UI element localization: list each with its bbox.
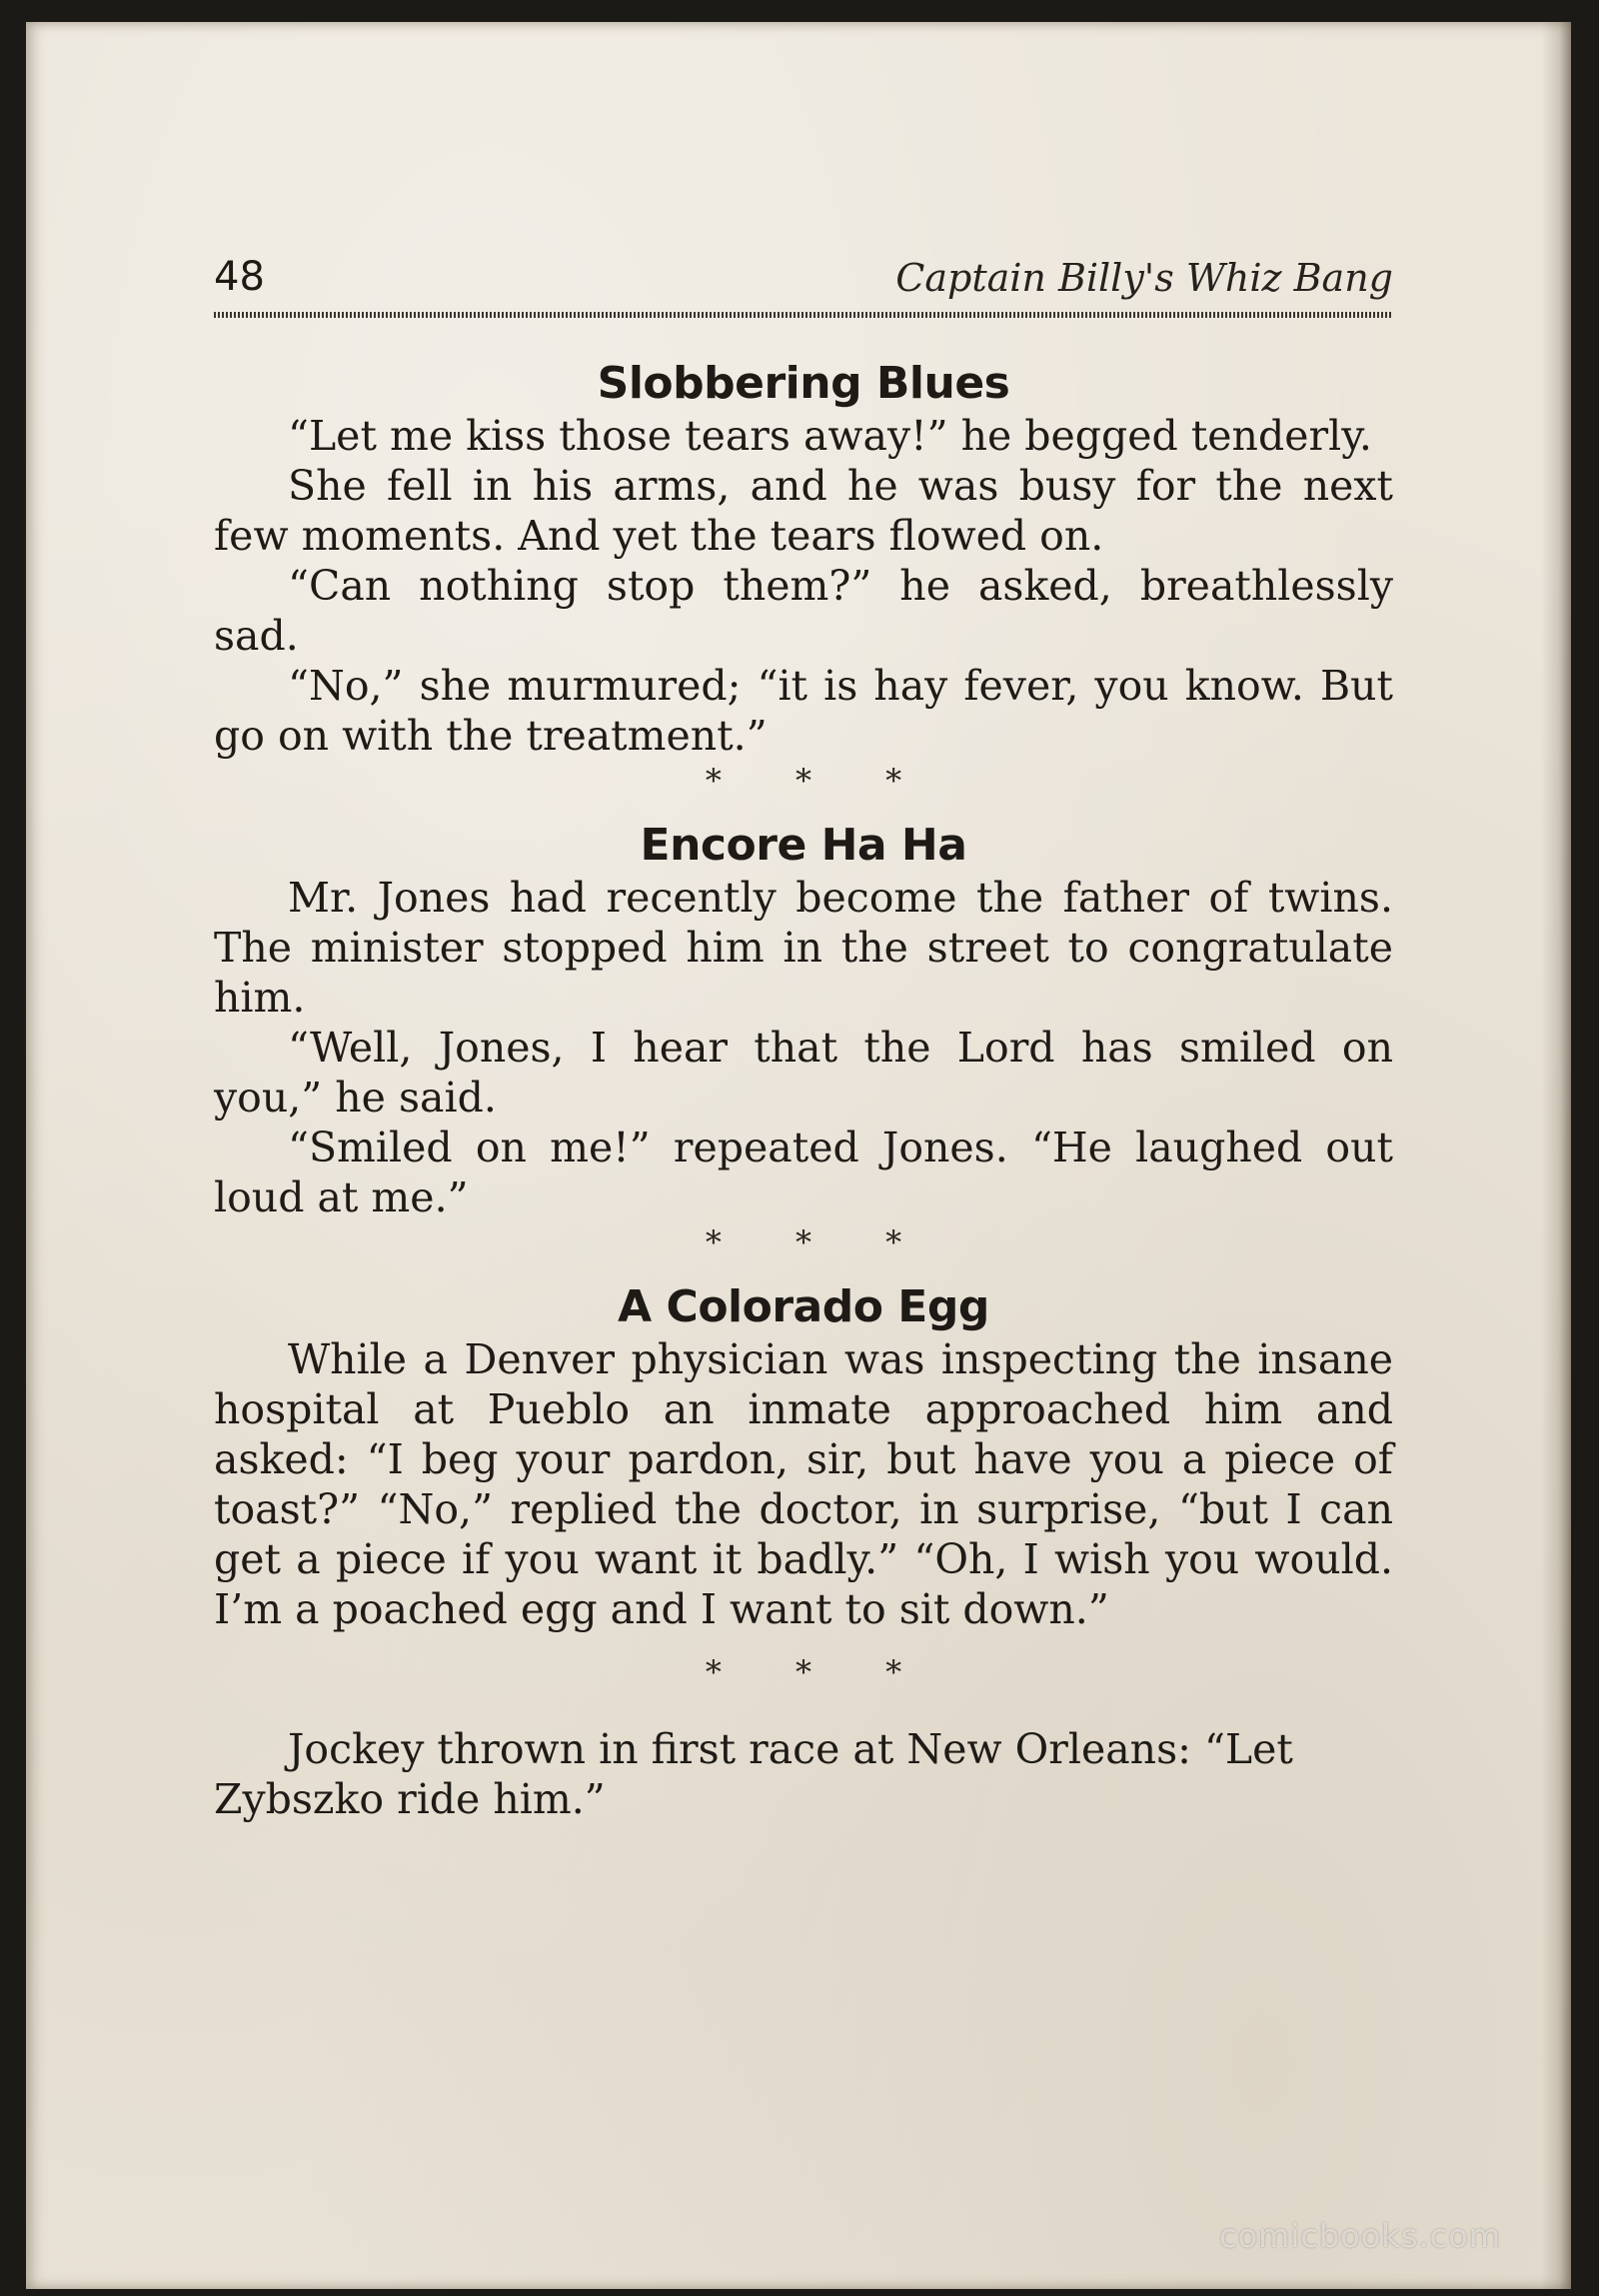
page-number: 48: [214, 254, 265, 300]
page-edge-shadow: [1541, 22, 1571, 2289]
magazine-page: [26, 22, 1571, 2289]
paragraph: While a Denver physician was inspecting the insane hospital at Pueblo an inmate approached him and asked: “I beg your pardon, sir, but have you a piece of toast?” “No,” replied the doctor, in surprise, “but I can get a piece if you want it badly.” “Oh, I wish you would. I’m a poached egg and I want to sit down.”: [214, 1335, 1393, 1633]
paragraph: Mr. Jones had recently become the father of twins. The minister stopped him in the street to congratulate him.: [214, 874, 1393, 1022]
joke-jockey: [214, 1724, 1393, 1824]
paragraph: She fell in his arms, and he was busy for the next few moments. And yet the tears flowed on.: [214, 462, 1393, 560]
watermark: comicbooks.com: [1218, 2217, 1501, 2255]
paragraph: “Can nothing stop them?” he asked, breathlessly sad.: [214, 562, 1393, 660]
paragraph: “Well, Jones, I hear that the Lord has smiled on you,” he said.: [214, 1024, 1393, 1122]
running-title: Captain Billy's Whiz Bang: [895, 256, 1393, 300]
paragraph: “Let me kiss those tears away!” he begged tenderly.: [288, 412, 1372, 460]
joke-colorado-egg: [214, 1280, 1393, 1634]
joke-title: Encore Ha Ha: [640, 820, 967, 871]
paragraph: Jockey thrown in first race at New Orleans: “Let Zybszko ride him.”: [214, 1725, 1293, 1823]
paragraph: “Smiled on me!” repeated Jones. “He laughed out loud at me.”: [214, 1124, 1393, 1221]
joke-title: Slobbering Blues: [597, 358, 1010, 409]
joke-title: A Colorado Egg: [618, 1281, 989, 1332]
joke-encore-ha-ha: [214, 819, 1393, 1222]
joke-slobbering-blues: [214, 357, 1393, 761]
section-separator: * * *: [705, 762, 934, 800]
section-separator: * * *: [705, 1653, 934, 1691]
paragraph: “No,” she murmured; “it is hay fever, you know. But go on with the treatment.”: [214, 662, 1393, 760]
header-rule: [214, 312, 1393, 318]
page-content: [214, 357, 1393, 1824]
page-header: [214, 254, 1393, 306]
section-separator: * * *: [705, 1223, 934, 1261]
